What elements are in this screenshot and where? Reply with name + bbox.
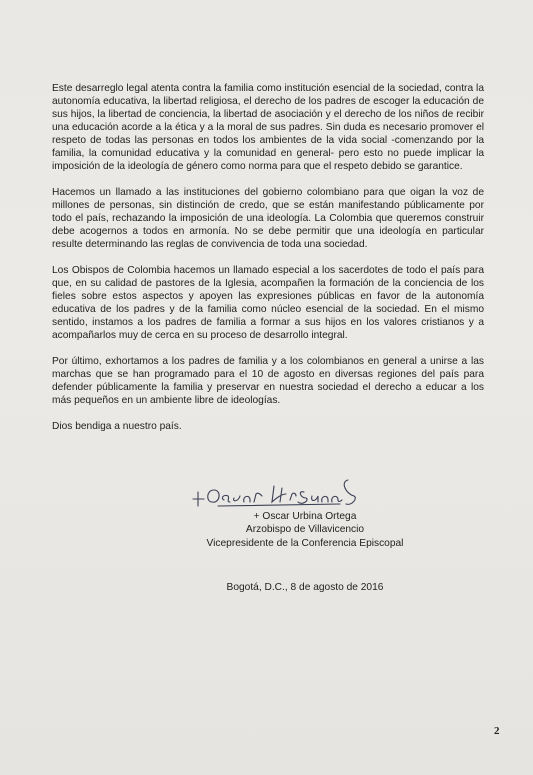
closing-blessing: Dios bendiga a nuestro país. [52, 421, 182, 432]
handwritten-signature [190, 472, 360, 514]
signature-block [0, 472, 533, 562]
signer-office: Vicepresidente de la Conferencia Episcopal [206, 538, 404, 549]
place-date: Bogotá, D.C., 8 de agosto de 2016 [226, 582, 384, 593]
paragraph-1: Este desarreglo legal atenta contra la familia como institución esencial de la sociedad, contra la autonomía educativa, la libertad religiosa, el derecho de los padres de escoger la educación de sus hijos, la libertad de conciencia, la libertad de asociación y el derecho de los niños de recibir una educación acorde a la ética y a la moral de sus padres. Sin duda es necesario promover el respeto de todas las personas en todos los ambientes de la vida social -comenzando por la familia, la comunidad educativa y la comunidad en general- pero esto no puede implicar la imposición de la ideología de género como norma para que el respeto debido se garantice. [52, 83, 484, 172]
signer-name: + Oscar Urbina Ortega [253, 511, 357, 522]
signer-role: Arzobispo de Villavicencio [245, 524, 365, 535]
page-number: 2 [494, 725, 500, 737]
paragraph-4: Por último, exhortamos a los padres de familia y a los colombianos en general a unirse a las marchas que se han programado para el 10 de agosto en diversas regiones del país para defender públicamente la familia y preservar en nuestra sociedad el derecho a educar a los más pequeños en un ambiente libre de ideologías. [52, 356, 484, 406]
document-body [52, 82, 484, 446]
paragraph-3: Los Obispos de Colombia hacemos un llamado especial a los sacerdotes de todo el país para que, en su calidad de pastores de la Iglesia, acompañen la formación de la conciencia de los fieles sobre estos aspectos y apoyen las expresiones públicas en favor de la autonomía educativa de los padres y de la familia como núcleo esencial de la sociedad. En el mismo sentido, instamos a los padres de familia a formar a sus hijos en los valores cristianos y a acompañarlos muy de cerca en su proceso de desarrollo integral. [52, 265, 484, 341]
paragraph-2: Hacemos un llamado a las instituciones del gobierno colombiano para que oigan la voz de millones de personas, sin distinción de credo, que se están manifestando públicamente por todo el país, rechazando la imposición de una ideología. La Colombia que queremos construir debe acogernos a todos en armonía. No se debe permitir que una ideología en particular resulte determinando las reglas de convivencia de toda una sociedad. [52, 187, 484, 250]
